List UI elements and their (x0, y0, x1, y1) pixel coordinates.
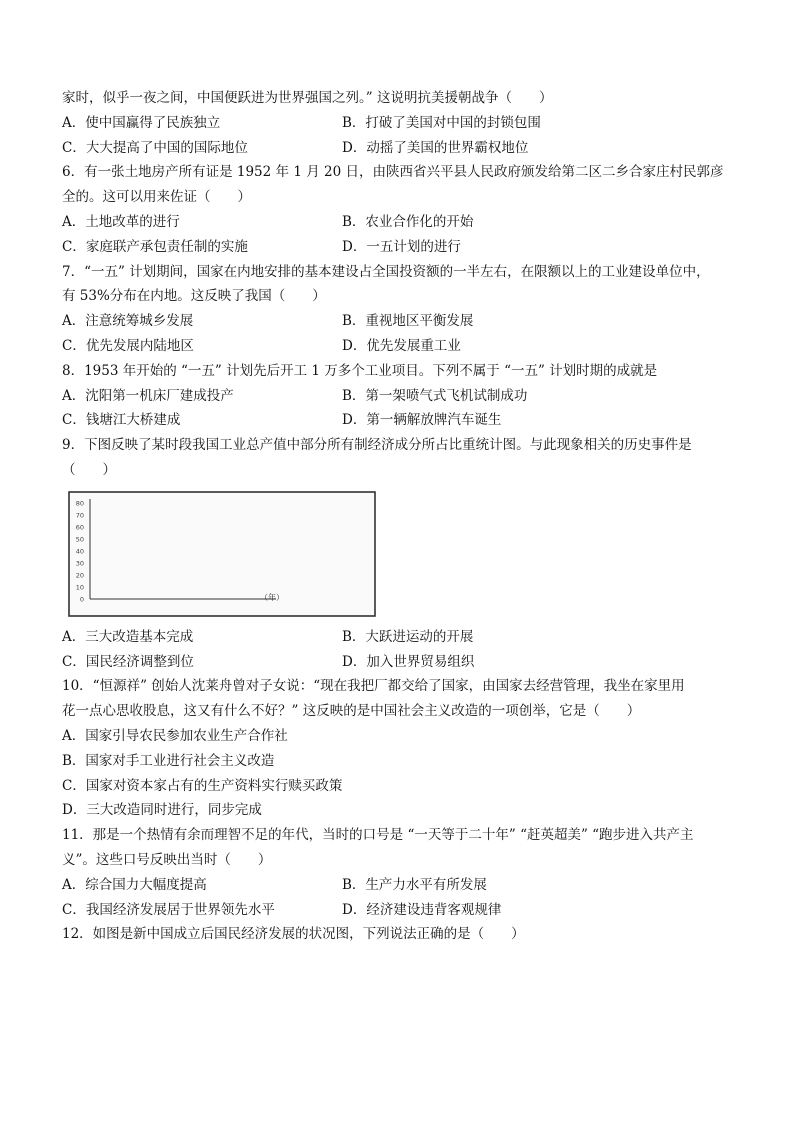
question-11-options-row-2 (62, 898, 742, 923)
question-7-options-row-2 (62, 334, 742, 359)
question-8-option-a[interactable]: A．沈阳第一机床厂建成投产 (62, 387, 234, 404)
question-5-stem-line-1: 家时，似乎一夜之间，中国便跃进为世界强国之列。” 这说明抗美援朝战争（ ） (62, 90, 553, 106)
question-9-option-b[interactable]: B．大跃进运动的开展 (342, 628, 474, 645)
question-6-option-c[interactable]: C．家庭联产承包责任制的实施 (62, 238, 248, 255)
ownership-share-chart (68, 491, 376, 617)
question-7-option-c[interactable]: C．优先发展内陆地区 (62, 337, 194, 354)
question-10-option-b[interactable]: B．国家对手工业进行社会主义改造 (62, 752, 275, 769)
question-11-stem-line-1: 11．那是一个热情有余而理智不足的年代，当时的口号是 “一天等于二十年” “赶英超美” “跑步进入共产主 (62, 827, 694, 844)
question-6-stem-line-2: 全的。这可以用来佐证（ ） (62, 189, 251, 206)
question-7-stem-line-1: 7．“一五” 计划期间，国家在内地安排的基本建设占全国投资额的一半左右，在限额以上的工业建设单位中， (62, 263, 710, 280)
question-6-option-d[interactable]: D．一五计划的进行 (342, 238, 461, 255)
question-9-option-c[interactable]: C．国民经济调整到位 (62, 653, 194, 670)
exam-page (62, 86, 742, 947)
question-11-option-b[interactable]: B．生产力水平有所发展 (342, 876, 487, 893)
question-11-option-c[interactable]: C．我国经济发展居于世界领先水平 (62, 901, 275, 918)
question-6-stem-line-1: 6．有一张土地房产所有证是 1952 年 1 月 20 日，由陕西省兴平县人民政府颁发给第二区二乡合家庄村民郭彦 (62, 164, 724, 181)
question-7-options-row-1 (62, 309, 742, 334)
question-9-options-row-2 (62, 650, 742, 675)
question-5-option-b[interactable]: B．打破了美国对中国的封锁包围 (342, 114, 541, 131)
question-11-option-a[interactable]: A．综合国力大幅度提高 (62, 876, 207, 893)
chart-y-tick-label: 40 (75, 547, 84, 556)
question-9-option-a[interactable]: A．三大改造基本完成 (62, 628, 194, 645)
question-11-stem-line-2: 义”。这些口号反映出当时（ ） (62, 851, 272, 868)
question-5-option-d[interactable]: D．动摇了美国的世界霸权地位 (342, 139, 529, 156)
question-10-stem-line-1: 10．“恒源祥” 创始人沈莱舟曾对子女说：“现在我把厂都交给了国家，由国家去经营管理，我坐在家里用 (62, 678, 685, 695)
question-9-options-row-1 (62, 625, 742, 650)
chart-y-tick-label: 10 (75, 583, 84, 592)
question-8-options-row-1 (62, 384, 742, 409)
chart-y-ticks (76, 499, 84, 603)
chart-y-tick-label: 0 (79, 595, 84, 604)
question-5-option-c[interactable]: C．大大提高了中国的国际地位 (62, 139, 248, 156)
chart-frame (69, 492, 375, 616)
chart-y-tick-label: 50 (75, 535, 84, 544)
question-6-options-row-1 (62, 210, 742, 235)
question-5-option-a[interactable]: A．使中国赢得了民族独立 (62, 114, 221, 131)
question-7-stem-line-2: 有 53%分布在内地。这反映了我国（ ） (62, 288, 326, 305)
chart-y-tick-label: 20 (75, 571, 84, 580)
question-7-option-a[interactable]: A．注意统筹城乡发展 (62, 313, 194, 330)
question-7-option-d[interactable]: D．优先发展重工业 (342, 337, 461, 354)
question-10-option-c[interactable]: C．国家对资本家占有的生产资料实行赎买政策 (62, 777, 343, 794)
question-6-option-b[interactable]: B．农业合作化的开始 (342, 213, 474, 230)
question-10-option-d[interactable]: D．三大改造同时进行，同步完成 (62, 802, 262, 819)
question-9-stem-line-2: （ ） (62, 461, 116, 478)
question-9-option-d[interactable]: D．加入世界贸易组织 (342, 653, 475, 670)
question-6-option-a[interactable]: A．土地改革的进行 (62, 213, 180, 230)
question-6-options-row-2 (62, 235, 742, 260)
question-8-option-b[interactable]: B．第一架喷气式飞机试制成功 (342, 387, 528, 404)
question-8-options-row-2 (62, 408, 742, 433)
question-11-options-row-1 (62, 873, 742, 898)
question-7-option-b[interactable]: B．重视地区平衡发展 (342, 313, 474, 330)
question-11-option-d[interactable]: D．经济建设违背客观规律 (342, 901, 502, 918)
chart-x-tick-label: （年） (260, 592, 284, 602)
chart-svg (68, 491, 376, 617)
question-10-option-a[interactable]: A．国家引导农民参加农业生产合作社 (62, 727, 288, 744)
question-9-stem-line-1: 9．下图反映了某时段我国工业总产值中部分所有制经济成分所占比重统计图。与此现象相关的历史事件是 (62, 437, 692, 454)
question-8-option-c[interactable]: C．钱塘江大桥建成 (62, 412, 181, 429)
question-8-option-d[interactable]: D．第一辆解放牌汽车诞生 (342, 412, 502, 429)
chart-y-tick-label: 80 (75, 499, 84, 508)
chart-y-tick-label: 60 (75, 523, 84, 532)
chart-y-tick-label: 70 (75, 511, 84, 520)
chart-y-tick-label: 30 (75, 559, 84, 568)
question-12-stem-line-1: 12．如图是新中国成立后国民经济发展的状况图，下列说法正确的是（ ） (62, 926, 525, 943)
question-5-options-row-2 (62, 136, 742, 161)
question-5-options-row-1 (62, 111, 742, 136)
question-8-stem-line-1: 8．1953 年开始的 “一五” 计划先后开工 1 万多个工业项目。下列不属于 “一五” 计划时期的成就是 (62, 362, 658, 379)
question-10-stem-line-2: 花一点心思收股息，这又有什么不好？” 这反映的是中国社会主义改造的一项创举，它是（ ） (62, 703, 641, 720)
